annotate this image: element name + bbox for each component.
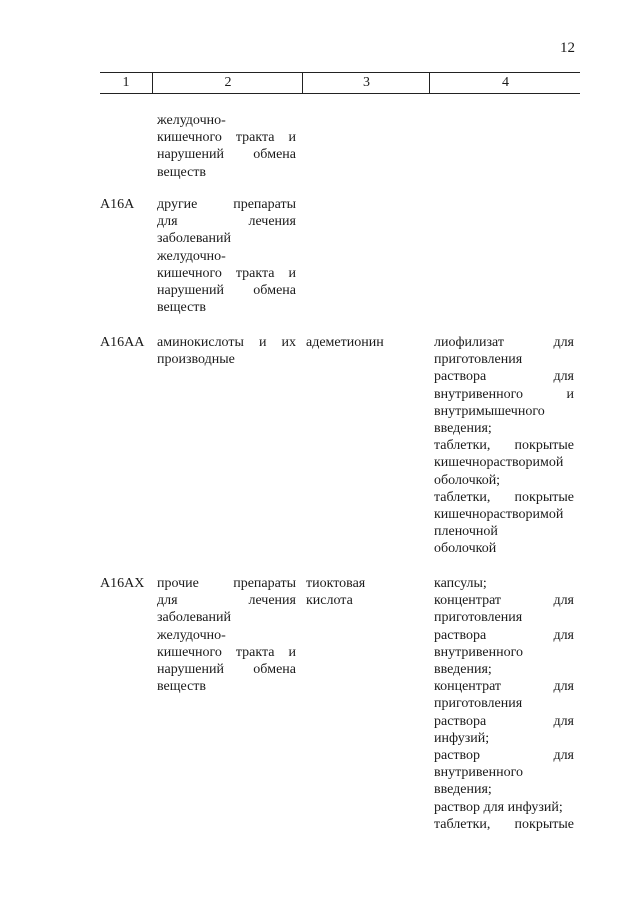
anatomical-group-name (157, 112, 296, 181)
anatomical-group-name-line: аминокислоты и их (157, 335, 296, 350)
dosage-form-line: приготовления (434, 610, 523, 626)
dosage-form-line: раствор для (434, 748, 574, 764)
anatomical-group-name-line: кишечного тракта и (157, 265, 296, 281)
drug-name-line: тиоктовая (306, 576, 366, 591)
anatomical-group-name-line: желудочно- (157, 248, 226, 264)
dosage-form-line: раствора для (434, 713, 574, 729)
anatomical-group-name-line: желудочно- (157, 627, 226, 643)
dosage-form-line: оболочкой (434, 541, 497, 557)
dosage-form-line: капсулы; (434, 576, 487, 591)
anatomical-group-name-line: кишечного тракта и (157, 644, 296, 660)
dosage-form-line: внутривенного (434, 765, 524, 781)
dosage-form-line: раствора для (434, 627, 574, 643)
anatomical-group-name-line: заболеваний (157, 231, 231, 247)
anatomical-group-name-line: нарушений обмена (157, 662, 296, 678)
dosage-form-line: инфузий; (434, 730, 490, 746)
drug-name-line: адеметионин (306, 335, 384, 350)
dosage-form (434, 575, 574, 833)
dosage-form (434, 334, 574, 558)
anatomical-group-name-line: кишечного тракта и (157, 130, 296, 146)
header-col-2: 2 (152, 73, 303, 93)
anatomical-group-name (157, 334, 296, 368)
drug-name (306, 575, 424, 609)
dosage-form-line: лиофилизат для (434, 335, 574, 350)
drug-name (306, 334, 424, 351)
dosage-form-line: кишечнорастворимой (434, 507, 564, 523)
table-header (100, 72, 580, 94)
atc-code: A16AX (100, 576, 145, 591)
anatomical-group-name-line: нарушений обмена (157, 147, 296, 163)
dosage-form-line: введения; (434, 782, 492, 798)
page-number: 12 (560, 40, 575, 56)
atc-code: A16AA (100, 335, 145, 350)
anatomical-group-name-line: для лечения (157, 593, 296, 609)
dosage-form-line: раствор для инфузий; (434, 799, 563, 815)
dosage-form-line: оболочкой; (434, 472, 501, 488)
dosage-form-line: введения; (434, 662, 492, 678)
anatomical-group-name-line: веществ (157, 300, 207, 316)
drug-name-line: кислота (306, 593, 353, 609)
anatomical-group-name-line: прочие препараты (157, 576, 296, 591)
dosage-form-line: кишечнорастворимой (434, 455, 564, 471)
anatomical-group-name-line: веществ (157, 679, 207, 695)
anatomical-group-name-line: производные (157, 352, 235, 368)
anatomical-group-name-line: для лечения (157, 214, 296, 230)
header-col-4: 4 (429, 73, 581, 93)
anatomical-group-name-line: нарушений обмена (157, 283, 296, 299)
anatomical-group-name (157, 196, 296, 316)
dosage-form-line: введения; (434, 421, 492, 437)
dosage-form-line: концентрат для (434, 593, 574, 609)
dosage-form-line: приготовления (434, 352, 523, 368)
anatomical-group-name-line: другие препараты (157, 197, 296, 212)
dosage-form-line: таблетки, покрытые (434, 489, 574, 505)
dosage-form-line: таблетки, покрытые (434, 816, 574, 832)
anatomical-group-name (157, 575, 296, 695)
dosage-form-line: внутривенного и (434, 386, 574, 402)
dosage-form-line: пленочной (434, 524, 498, 540)
anatomical-group-name-line: желудочно- (157, 113, 226, 128)
header-col-1: 1 (122, 75, 130, 90)
dosage-form-line: концентрат для (434, 679, 574, 695)
dosage-form-line: раствора для (434, 369, 574, 385)
anatomical-group-name-line: заболеваний (157, 610, 231, 626)
dosage-form-line: приготовления (434, 696, 523, 712)
atc-code: A16A (100, 197, 135, 212)
dosage-form-line: таблетки, покрытые (434, 438, 574, 454)
dosage-form-line: внутривенного (434, 644, 524, 660)
anatomical-group-name-line: веществ (157, 164, 207, 180)
dosage-form-line: внутримышечного (434, 403, 545, 419)
header-col-3: 3 (302, 73, 430, 93)
